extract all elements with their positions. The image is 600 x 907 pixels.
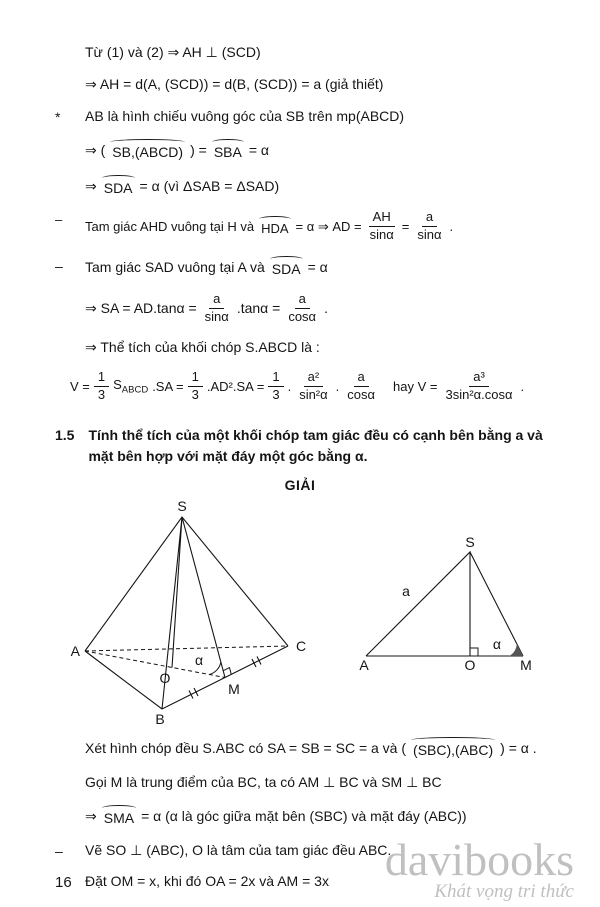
fraction [284,292,320,325]
numerator: AH [369,210,395,227]
right-angle-mark [470,648,478,656]
denominator: sin²α [299,386,328,402]
math-line-7 [55,256,590,279]
math-line-8 [85,292,590,325]
denominator: cosα [347,386,376,402]
text: Gọi M là trung điểm của BC, ta có AM ⊥ BC và SM ⊥ BC [85,773,442,790]
angle-hat: SDA [101,175,136,198]
bullet-dash: – [55,842,63,859]
text: = α [307,259,328,276]
fraction [188,370,203,403]
angle-arc [209,662,221,675]
fraction [201,292,233,325]
angle-wedge [509,643,523,656]
page-number: 16 [55,874,72,891]
numerator: 1 [188,370,203,387]
fraction [413,210,445,243]
numerator: a [209,292,224,309]
text: . [324,300,328,317]
text: Vẽ SO ⊥ (ABC), O là tâm của tam giác đều ABC. [85,841,392,858]
text: . [449,219,454,235]
watermark-sub: Khát vọng tri thức [434,881,574,902]
triangle-figure-wrap [358,536,555,681]
denominator: 3 [97,386,106,402]
label-o: O [464,656,476,673]
label-side-a: a [402,582,410,599]
figures-row [70,499,555,727]
denominator: cosα [288,309,317,325]
math-line-5 [85,175,590,198]
label-a: A [359,656,369,673]
text: hay V = [393,378,438,394]
numerator: 1 [94,370,109,387]
text: ⇒ AH = d(A, (SCD)) = d(B, (SCD)) = a (giả thiết) [85,75,384,92]
numerator: 1 [268,370,283,387]
text: Tam giác AHD vuông tại H và [85,219,255,235]
denominator: 3 [272,386,280,402]
text: ) = α . [500,739,537,756]
text: . [287,378,292,394]
label-s: S [465,535,475,550]
fraction [268,370,283,403]
text: .AD².SA = [206,378,265,394]
label-alpha: α [194,651,204,668]
math-line-6 [55,209,590,243]
post-line-4 [55,841,590,860]
text: Tam giác SAD vuông tại A và [85,259,265,276]
angle-hat: (SBC),(ABC) [410,737,496,760]
post-line-2 [85,773,590,792]
text: ⇒ ( [85,141,106,158]
subscript: ABCD [121,384,149,396]
post-line-1 [85,737,590,760]
text: S [113,376,122,392]
numerator: a [354,370,369,387]
text: Xét hình chóp đều S.ABC có SA = SB = SC = a và ( [85,739,407,756]
text: ) = [190,141,207,158]
text: Đặt OM = x, khi đó OA = 2x và AM = 3x [85,873,329,890]
denominator: 3sin²α.cosα [445,386,513,402]
math-line-3 [55,107,590,126]
numerator: a [422,210,437,227]
label-alpha: α [492,635,501,652]
text: = α [248,141,270,158]
label-s: S [177,498,187,514]
math-line-1 [85,43,590,62]
text: ⇒ SA = AD.tanα = [85,300,197,317]
text: ⇒ [85,807,97,824]
math-line-2 [85,75,590,94]
angle-hat: SDA [269,256,304,279]
post-line-5 [85,872,590,891]
problem-number: 1.5 [55,426,75,443]
text: = [401,219,410,235]
text: ⇒ [85,177,97,194]
post-line-3 [85,805,590,828]
bullet-dash: – [55,212,63,228]
bullet-dash: – [55,258,63,275]
solution-heading: GIẢI [284,476,316,493]
angle-hat: SMA [101,805,137,828]
bullet-asterisk: * [55,108,61,125]
label-b: B [155,710,165,727]
triangle-figure [358,536,555,676]
denominator: 3 [191,386,199,402]
math-line-10 [70,370,590,403]
numerator: a [295,292,310,309]
label-m: M [520,656,532,673]
label-a: A [70,642,80,659]
text: AB là hình chiếu vuông góc của SB trên mp(ABCD) [85,107,405,124]
text: = α (α là góc giữa mặt bên (SBC) và mặt đáy (ABC)) [141,807,467,824]
area-symbol [113,376,148,397]
text: . [335,378,340,394]
fraction [94,370,109,403]
label-c: C [296,637,307,654]
fraction [295,370,331,403]
text: = α ⇒ AD = [295,219,362,235]
denominator: sinα [369,227,394,243]
numerator: a³ [469,370,489,387]
fraction [441,370,516,403]
problem-statement [55,425,565,467]
math-line-9 [85,338,590,357]
text: .SA = [152,378,184,394]
solid-edges [85,517,288,709]
label-m: M [228,680,240,697]
denominator: sinα [204,309,229,325]
text: V = [70,378,90,394]
label-o: O [159,669,171,686]
angle-hat: SBA [211,139,245,162]
text: ⇒ Thể tích của khối chóp S.ABCD là : [85,339,320,356]
pyramid-figure [70,499,307,727]
watermark-main: davibooks [384,834,574,885]
angle-hat: SB,(ABCD) [109,139,186,162]
denominator: sinα [417,227,442,243]
numerator: a² [304,370,324,387]
problem-text: Tính thể tích của một khối chóp tam giác đều có cạnh bên bằng a và mặt bên hợp với mặt đáy một góc bằng α. [88,426,543,464]
math-line-4 [85,139,590,162]
text: Từ (1) và (2) ⇒ AH ⊥ (SCD) [85,44,261,60]
text: .tanα = [236,300,281,317]
text: . [520,378,525,394]
text: = α (vì ΔSAB = ΔSAD) [139,177,280,194]
fraction [366,210,398,243]
angle-hat: HDA [258,216,291,238]
fraction [343,370,379,403]
